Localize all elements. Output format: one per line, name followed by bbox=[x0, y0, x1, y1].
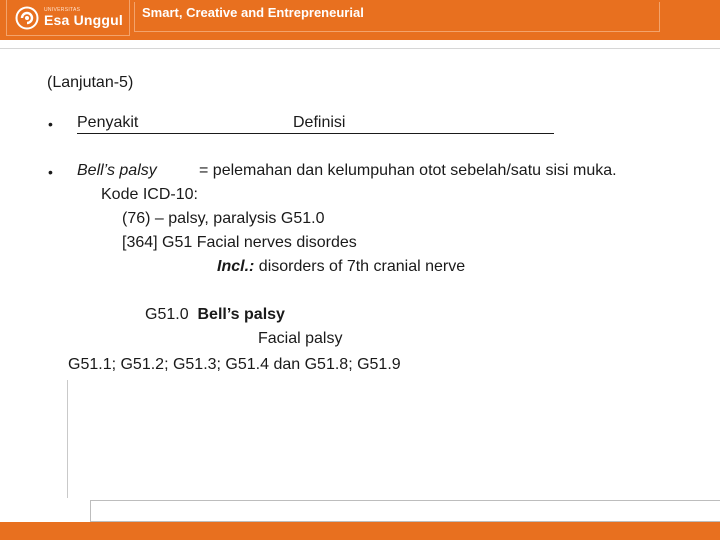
footer-frame bbox=[90, 500, 720, 522]
code-block-heading bbox=[145, 306, 285, 324]
inclusion-label: Incl.: bbox=[217, 258, 255, 275]
heading-underline bbox=[77, 133, 554, 134]
bullet-icon: • bbox=[48, 164, 53, 180]
icd-line-1: (76) – palsy, paralysis G51.0 bbox=[122, 210, 325, 227]
disease-term: Bell’s palsy bbox=[77, 162, 157, 179]
related-codes: G51.1; G51.2; G51.3; G51.4 dan G51.8; G51.9 bbox=[68, 356, 401, 373]
code-value: G51.0 bbox=[145, 306, 189, 323]
code-alias: Facial palsy bbox=[258, 330, 343, 347]
footer-bar bbox=[0, 522, 720, 540]
heading-definition: Definisi bbox=[293, 114, 346, 131]
left-rule bbox=[67, 380, 68, 498]
logo-name: Esa Unggul bbox=[44, 12, 124, 28]
tagline: Smart, Creative and Entrepreneurial bbox=[142, 5, 364, 20]
icd-line-2: [364] G51 Facial nerves disordes bbox=[122, 234, 357, 251]
slide-title: (Lanjutan-5) bbox=[47, 74, 134, 91]
code-name: Bell’s palsy bbox=[197, 306, 285, 323]
university-logo bbox=[6, 0, 130, 36]
bullet-icon: • bbox=[48, 116, 53, 132]
logo-emblem-icon bbox=[15, 6, 39, 30]
logo-subtitle: UNIVERSITAS bbox=[44, 7, 81, 13]
heading-term: Penyakit bbox=[77, 114, 139, 131]
inclusion-text: disorders of 7th cranial nerve bbox=[254, 258, 466, 275]
icd-code-label: Kode ICD-10: bbox=[101, 186, 198, 203]
disease-definition: = pelemahan dan kelumpuhan otot sebelah/satu sisi muka. bbox=[199, 162, 617, 179]
inclusion-note bbox=[217, 258, 465, 276]
